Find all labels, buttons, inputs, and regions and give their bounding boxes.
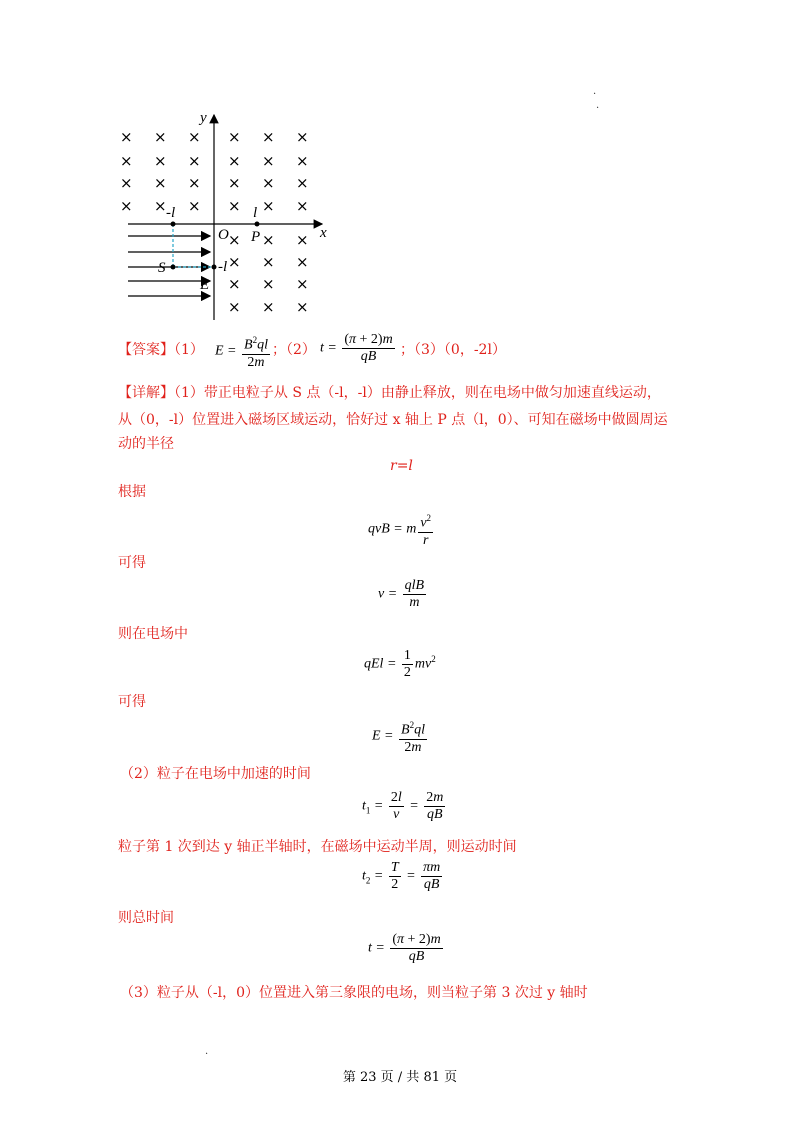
answer-eq-2: t = $\frac{(\pi + 2)m}{qB}$ <box>320 332 393 364</box>
svg-text:×: × <box>296 152 309 170</box>
label-P: P <box>251 229 261 245</box>
eq-t2: $t_2$ = $\frac{T}{2}$ = $\frac{\pi m}{qB}$ <box>362 860 441 892</box>
svg-text:×: × <box>120 174 133 192</box>
svg-text:×: × <box>228 197 241 215</box>
svg-text:×: × <box>154 197 167 215</box>
label-S: S <box>158 260 166 276</box>
label-E: E <box>200 277 210 293</box>
svg-text:×: × <box>262 231 275 249</box>
eq-qel: qEl = $\frac{1}{2}$ $mv^2$ <box>364 648 436 680</box>
svg-text:×: × <box>188 174 201 192</box>
line-p2b: 粒子第 1 次到达 y 轴正半轴时，在磁场中运动半周，则运动时间 <box>118 839 517 855</box>
label-origin: O <box>218 227 229 243</box>
svg-text:×: × <box>188 152 201 170</box>
svg-text:×: × <box>154 152 167 170</box>
eq-r: r=l <box>390 458 413 474</box>
label-l: l <box>253 205 258 221</box>
genju: 根据 <box>118 484 146 500</box>
mark-dot-3: . <box>205 1046 209 1057</box>
eq-v: v = $\frac{\text{qlB}}{m}$ <box>378 578 425 610</box>
point-P <box>255 222 260 227</box>
kede-2: 可得 <box>118 694 146 710</box>
label-x: x <box>320 225 327 241</box>
svg-text:×: × <box>296 128 309 146</box>
svg-text:×: × <box>296 197 309 215</box>
label-neg-l-x: -l <box>166 205 176 221</box>
svg-text:×: × <box>296 231 309 249</box>
part-2: （2）粒子在电场中加速的时间 <box>120 766 311 782</box>
svg-text:×: × <box>120 128 133 146</box>
answer-tag: 【答案】 <box>118 342 174 358</box>
label-neg-l-y: -l <box>218 259 228 275</box>
svg-text:×: × <box>228 298 241 316</box>
answer-sep-2: ；（3）（0，-2l） <box>400 342 506 358</box>
svg-text:×: × <box>262 253 275 271</box>
answer-line: 【答案】（1） <box>118 342 204 358</box>
svg-text:×: × <box>120 197 133 215</box>
svg-text:×: × <box>228 152 241 170</box>
zai-dianchang: 则在电场中 <box>118 626 188 642</box>
svg-text:×: × <box>228 253 241 271</box>
point-neg-l-x <box>171 222 176 227</box>
detail-line-2: 从（0，-l）位置进入磁场区域运动，恰好过 x 轴上 P 点（l，0）、可知在磁场中做圆周运 <box>118 412 668 428</box>
mark-dot-2: . <box>596 100 600 111</box>
svg-text:×: × <box>228 174 241 192</box>
svg-text:×: × <box>228 231 241 249</box>
svg-text:×: × <box>154 128 167 146</box>
svg-text:×: × <box>262 298 275 316</box>
svg-text:×: × <box>296 275 309 293</box>
eq-t-total: t = $\frac{(\pi + 2)m}{qB}$ <box>368 932 441 964</box>
svg-text:×: × <box>262 128 275 146</box>
svg-text:×: × <box>296 298 309 316</box>
eq-t1: $t_1$ = $\frac{2l}{v}$ = $\frac{2m}{qB}$ <box>362 790 444 822</box>
svg-text:×: × <box>262 197 275 215</box>
answer-sep-1: ；（2） <box>272 342 316 358</box>
svg-text:×: × <box>154 174 167 192</box>
answer-eq-1: E = $\frac{B^2ql}{2m}$ <box>215 332 272 371</box>
physics-figure <box>110 105 340 325</box>
svg-text:×: × <box>296 174 309 192</box>
part-3: （3）粒子从（-l，0）位置进入第三象限的电场，则当粒子第 3 次过 y 轴时 <box>120 985 588 1001</box>
svg-text:×: × <box>262 152 275 170</box>
svg-text:×: × <box>120 152 133 170</box>
svg-text:×: × <box>228 128 241 146</box>
svg-text:×: × <box>296 253 309 271</box>
kede-1: 可得 <box>118 555 146 571</box>
svg-text:×: × <box>262 174 275 192</box>
label-y: y <box>200 110 207 126</box>
point-S <box>171 265 176 270</box>
eq-qvb: qvB = m $\frac{v^2}{r}$ <box>368 510 435 549</box>
point-neg-l-y <box>212 265 217 270</box>
svg-text:×: × <box>262 275 275 293</box>
svg-text:×: × <box>188 197 201 215</box>
page-footer: 第 23 页 / 共 81 页 <box>342 1070 458 1085</box>
svg-text:×: × <box>228 275 241 293</box>
detail-line-1: 【详解】（1）带正电粒子从 S 点（-l，-l）由静止释放，则在电场中做匀加速直线运动， <box>118 385 661 401</box>
electric-field-arrows <box>128 236 210 296</box>
eq-E: E = $\frac{B^2ql}{2m}$ <box>372 717 429 756</box>
zong-shijian: 则总时间 <box>118 910 174 926</box>
mark-dot-1: . <box>593 86 597 97</box>
detail-line-3: 动的半径 <box>118 436 174 452</box>
svg-text:×: × <box>188 128 201 146</box>
